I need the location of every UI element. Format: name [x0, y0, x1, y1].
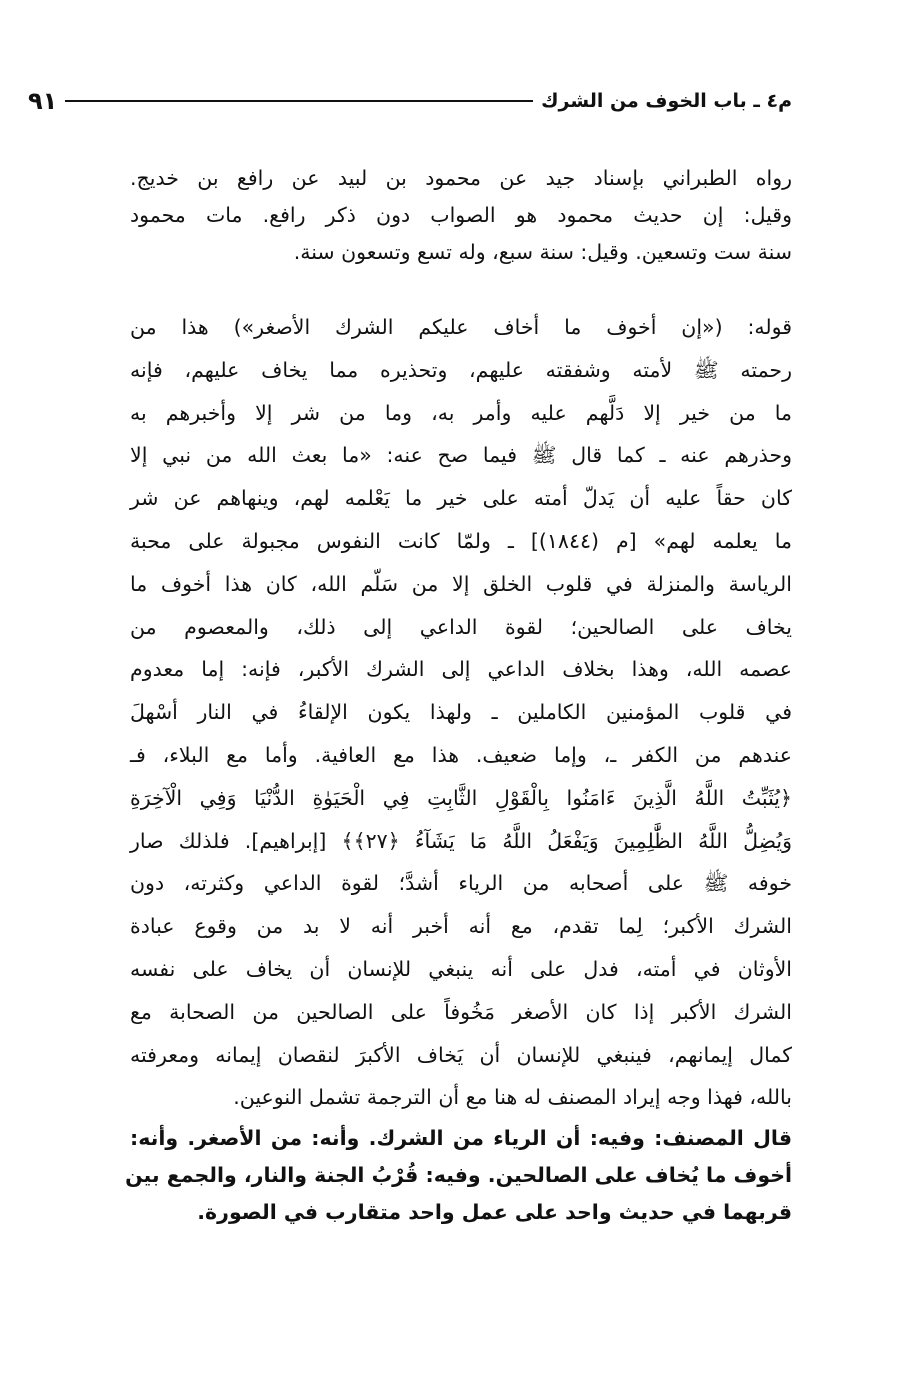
text-line: الأوثان في أمته، فدل على أنه ينبغي للإنسان أن يخاف على نفسه	[130, 956, 792, 981]
paragraph-hadith-source	[130, 160, 792, 271]
text-line: الشرك الأكبر إذا كان الأصغر مَخُوفاً على الصالحين من الصحابة مع	[130, 999, 792, 1024]
text-line: عصمه الله، وهذا بخلاف الداعي إلى الشرك الأكبر، فإنه: إما معدوم	[130, 657, 792, 682]
text-line: يخاف على الصالحين؛ لقوة الداعي إلى ذلك، والمعصوم من	[130, 614, 792, 639]
text-line: قربهما في حديث واحد على عمل واحد متقارب في الصورة.	[197, 1200, 792, 1224]
text-line: الشرك الأكبر؛ لِما تقدم، مع أنه أخبر أنه لا بد من وقوع عبادة	[130, 914, 792, 939]
header-rule	[65, 100, 533, 102]
quran-verse-line: وَيُضِلُّ اللَّهُ الظَّٰلِمِينَ وَيَفْعَلُ اللَّهُ مَا يَشَآءُ ﴿٢٧﴾﴾ [إبراهيم]. فلذلك صار	[130, 828, 793, 853]
quran-verse-line: ﴿يُثَبِّتُ اللَّهُ الَّذِينَ ءَامَنُوا بِالْقَوْلِ الثَّابِتِ فِي الْحَيَوٰةِ الدُّنْيَا وَفِي الْآخِرَةِ	[130, 785, 792, 810]
text-line: ما يعلمه لهم» [م (١٨٤٤)] ـ ولمّا كانت النفوس مجبولة على محبة	[130, 528, 792, 553]
page-number: ٩١	[28, 87, 58, 115]
text-line: ما من خير إلا دَلَّهم عليه وأمر به، وما من شر إلا وأخبرهم به	[130, 400, 792, 425]
paragraph-commentary	[130, 306, 792, 1119]
text-line: خوفه ﷺ على أصحابه من الرياء أشدَّ؛ لقوة الداعي وكثرته، دون	[130, 871, 792, 896]
text-line: وقيل: إن حديث محمود هو الصواب دون ذكر رافع. مات محمود	[130, 203, 792, 227]
paragraph-author-notes	[125, 1120, 792, 1231]
running-header	[28, 84, 792, 118]
text-line: رواه الطبراني بإسناد جيد عن محمود بن لبيد عن رافع بن خديج.	[130, 166, 792, 190]
text-line: في قلوب المؤمنين الكاملين ـ ولهذا يكون الإلقاءُ في النار أسْهلَ	[130, 700, 792, 725]
text-line: عندهم من الكفر ـ، وإما ضعيف. هذا مع العافية. وأما مع البلاء، فـ	[130, 742, 792, 767]
text-line: رحمته ﷺ لأمته وشفقته عليهم، وتحذيره مما يخاف عليهم، فإنه	[130, 357, 792, 382]
text-line: قوله: («إن أخوف ما أخاف عليكم الشرك الأصغر») هذا من	[130, 315, 792, 339]
text-line: الرياسة والمنزلة في قلوب الخلق إلا من سَلّم الله، كان هذا أخوف ما	[130, 571, 792, 596]
text-line: كان حقاً عليه أن يَدلّ أمته على خير ما يَعْلمه لهم، وينهاهم عن شر	[130, 486, 792, 511]
chapter-title: م٤ ـ باب الخوف من الشرك	[541, 90, 792, 112]
text-line: كمال إيمانهم، فينبغي للإنسان أن يَخاف الأكبرَ لنقصان إيمانه ومعرفته	[130, 1042, 792, 1067]
text-line: سنة ست وتسعين. وقيل: سنة سبع، وله تسع وتسعون سنة.	[293, 240, 792, 264]
text-line: قال المصنف: وفيه: أن الرياء من الشرك. وأنه: من الأصغر. وأنه:	[130, 1126, 792, 1150]
text-line: أخوف ما يُخاف على الصالحين. وفيه: قُرْبُ الجنة والنار، والجمع بين	[125, 1163, 792, 1187]
text-line: وحذرهم عنه ـ كما قال ﷺ فيما صح عنه: «ما بعث الله من نبي إلا	[130, 443, 792, 468]
text-line: بالله، فهذا وجه إيراد المصنف له هنا مع أن الترجمة تشمل النوعين.	[233, 1085, 792, 1110]
